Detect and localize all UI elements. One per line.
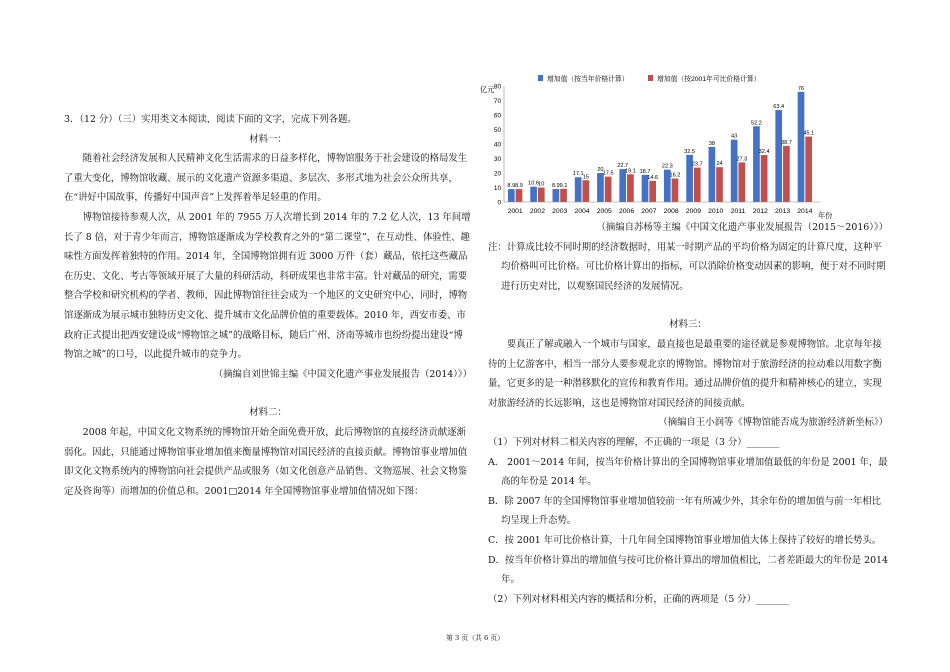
bar-value-label: 14.6 [647, 174, 659, 181]
bar-value-label: 24 [716, 161, 723, 168]
chart-note: 注：计算成比较不同时期的经济数据时，用某一时期产品的平均价格为固定的计算尺度，这种平均价格叫可比价格。可比价格计算出的指标，可以消除价格变动因素的影响，便于对不同时期进行历史对比，以观察国民经济的发展情况。 [488, 241, 886, 292]
question-1-option-c: C．按 2001 年可比价格计算，十几年间全国博物馆事业增加值大体上保持了较好的增长势头。 [488, 534, 882, 546]
x-tick-label: 2007 [641, 208, 657, 215]
question-1-option-b: B．除 2007 年的全国博物馆事业增加值较前一年有所减少外，其余年份的增加值与前一年相比均呈现上升态势。 [488, 495, 881, 527]
x-tick-label: 2001 [507, 208, 523, 215]
page-footer: 第 3 页（共 6 页） [445, 634, 505, 642]
bar-value-label: 8.9 [515, 183, 523, 190]
material-2-paragraph: 2008 年起，中国文化文物系统的博物馆开始全面免费开放，此后博物馆的直接经济贡献逐渐弱化。因此，只能通过博物馆事业增加值来衡量博物馆对国民经济的直接贡献。博物馆事业增加值即文化文物系统内的博物馆向社会提供产品或服务（如文化创意产品销售、文物巡展、社会文物鉴定及咨询等）而增加的价值总和。2001□2014 年全国博物馆事业增加值情况如下图： [64, 426, 468, 497]
y-tick-label: 20 [493, 170, 501, 178]
x-tick-label: 2006 [619, 208, 635, 215]
question-1-stem: （1）下列对材料二相关内容的理解，不正确的一项是（3 分）_______ [488, 436, 780, 448]
bar-value-label: 17.5 [602, 170, 614, 177]
material-2-title: 材料二： [249, 407, 287, 419]
bar-value-label: 52.2 [750, 120, 762, 127]
bar-value-label: 63.4 [773, 104, 785, 111]
x-tick-label: 2002 [529, 208, 545, 215]
bar-value-label: 32.4 [758, 149, 770, 156]
y-tick-label: 40 [493, 141, 501, 149]
x-tick-label: 2004 [574, 208, 590, 215]
left-column [64, 0, 472, 501]
material-3-title: 材料三： [669, 319, 707, 331]
x-axis-label: 年份 [818, 211, 833, 220]
bar-value-label: 10 [538, 181, 545, 188]
y-tick-label: 0 [497, 199, 501, 207]
bar-value-label: 20 [597, 167, 604, 173]
bar-value-label: 15 [582, 174, 589, 181]
bar-value-label: 45.1 [803, 130, 815, 137]
bar-value-label: 38.7 [780, 139, 792, 146]
x-tick-label: 2012 [752, 208, 768, 215]
x-tick-label: 2008 [663, 208, 679, 215]
bar-value-label: 32.5 [684, 148, 696, 155]
right-column [488, 0, 888, 609]
bar-value-label: 76 [797, 85, 805, 92]
question-3-heading: 3．（12 分）（三）实用类文本阅读，阅读下面的文字，完成下列各题。 [64, 114, 357, 125]
y-tick-label: 30 [493, 155, 501, 163]
y-axis-unit-label: 亿元 [480, 85, 495, 94]
bar-value-label: 43 [731, 133, 738, 140]
bar-value-label: 18.7 [639, 168, 651, 175]
bar-value-label: 27.3 [736, 156, 748, 163]
y-tick-label: 80 [493, 83, 501, 91]
x-tick-label: 2009 [685, 208, 701, 215]
material-1-paragraph-1: 随着社会经济发展和人民精神文化生活需求的日益多样化，博物馆服务于社会建设的格局发生了重大变化，博物馆收藏、展示的文化遗产资源多渠道、多层次、多形式地为社会公众所共享，在“讲好中国故事，传播好中国声音”上发挥着举足轻重的作用。 [64, 153, 468, 204]
chart-source: （摘编自苏杨等主编《中国文化遗产事业发展报告（2015～2016）》） [596, 222, 888, 233]
bar-value-label: 23.7 [691, 161, 703, 168]
y-tick-label: 10 [493, 184, 501, 192]
x-tick-label: 2011 [730, 208, 746, 215]
material-3-source: （摘编自王小润等《博物馆能否成为旅游经济新坐标》） [658, 417, 888, 429]
x-tick-label: 2013 [775, 208, 791, 215]
material-1-source: （摘编自刘世锦主编《中国文化遗产事业发展报告（2014）》） [213, 368, 472, 380]
bar-value-label: 22.3 [661, 163, 673, 170]
bar-value-label: 19.1 [624, 168, 636, 175]
legend-label-comparable-price: 增加值（按2001年可比价格计算） [657, 76, 761, 83]
bar-value-label: 8.9 [507, 183, 516, 190]
legend-label-current-price: 增加值（按当年价格计算） [547, 76, 629, 83]
x-tick-label: 2003 [552, 208, 568, 215]
question-1-option-a: A． 2001～2014 年间，按当年价格计算出的全国博物馆事业增加值最低的年份是 2001 年，最高的年份是 2014 年。 [488, 456, 888, 488]
x-tick-label: 2014 [797, 208, 813, 215]
bar-value-label: 9.1 [559, 182, 568, 189]
bar-value-label: 22.7 [617, 163, 629, 170]
bar-value-label: 10.6 [528, 180, 540, 187]
bar-value-label: 8.9 [551, 183, 560, 190]
bar-value-label: 16.2 [669, 172, 681, 179]
material-3-paragraph: 要真正了解或融入一个城市与国家，最直接也是最重要的途径就是参观博物馆。北京每年接待的上亿游客中，相当一部分人要参观北京的博物馆。博物馆对于旅游经济的拉动难以用数字衡量，它更多的是一种潜移默化的宣传和教育作用。通过品牌价值的提升和精神核心的建立，实现对旅游经济的长远影响，这也是博物馆对国民经济的间接贡献。 [488, 338, 882, 409]
bar-value-label: 38 [708, 140, 715, 147]
x-tick-label: 2010 [708, 208, 724, 215]
material-1-paragraph-2: 博物馆接待参观人次，从 2001 年的 7955 万人次增长到 2014 年的 7.2 亿人次，13 年间增长了 8 倍，对于青少年而言，博物馆逐渐成为学校教育之外的“第二课堂”，在互动性、体验性、趣味性方面发挥着独特的作用。2014 年，全国博物馆拥有近 3000 万件（套）藏品，依托这些藏品在历史、文化、考古等领域开展了大量的科研活动，科研成果也非常丰富。针对藏品的研究，需要整合学校和研究机构的学者、教师，因此博物馆往往会成为一个地区的文史研究中心，同时，博物馆逐渐成为展示城市独特历史文化、提升城市文化品牌价值的重要载体。2010 年，西安市委、市政府正式提出把西安建设成“博物馆之城”的战略目标，随后广州、济南等城市也纷纷提出建设“博物馆之城”的口号，以此提升城市的竞争力。 [64, 211, 471, 361]
question-2-stem: （2）下列对材料相关内容的概括和分析，正确的两项是（5 分）_______ [488, 593, 789, 605]
y-tick-label: 60 [493, 112, 501, 120]
question-1-option-d: D．按当年价格计算出的增加值与按可比价格计算出的增加值相比，二者差距最大的年份是 2014 年。 [488, 554, 888, 586]
bar-value-label: 17.1 [572, 171, 584, 178]
x-tick-label: 2005 [596, 208, 612, 215]
material-1-title: 材料一： [249, 133, 287, 145]
y-tick-label: 50 [493, 126, 501, 134]
y-tick-label: 70 [493, 97, 501, 105]
